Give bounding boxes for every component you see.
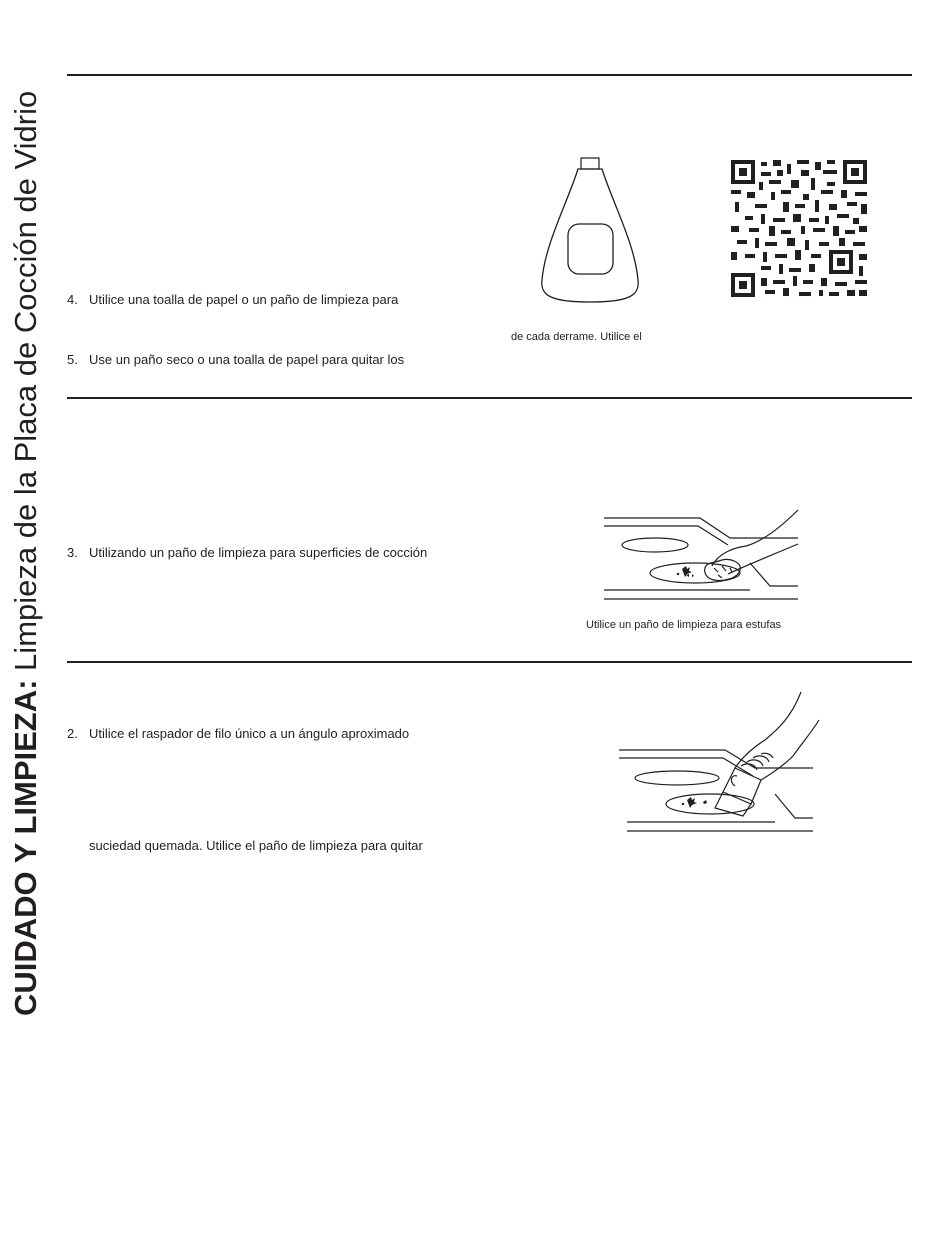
step-4 [67,292,398,307]
step-3 [67,545,427,560]
bottle-caption: de cada derrame. Utilice el [511,331,642,343]
scraper-illustration-icon [615,690,820,835]
step-2 [67,726,409,741]
side-title-light: Limpieza de la Placa de Cocción de Vidrio [8,90,43,671]
qr-code-icon [731,160,867,297]
step-2-continuation: suciedad quemada. Utilice el paño de limpieza para quitar [89,838,423,853]
section-divider-bottom [67,661,912,663]
step-4-number: 4. [67,292,78,307]
cleaner-bottle-icon [540,156,640,304]
step-2-number: 2. [67,726,78,741]
step-5-text: Use un paño seco o una toalla de papel para quitar los [89,352,405,367]
wiping-cloth-illustration-icon [600,508,805,605]
step-3-number: 3. [67,545,78,560]
section-divider-middle [67,397,912,399]
side-title [6,91,46,1016]
wiping-figure-caption: Utilice un paño de limpieza para estufas [586,619,782,631]
section-divider-top [67,74,912,76]
step-5 [67,352,404,367]
side-title-bold: CUIDADO Y LIMPIEZA: [8,679,43,1016]
step-3-text: Utilizando un paño de limpieza para superficies de cocción [89,545,428,560]
step-4-text: Utilice una toalla de papel o un paño de limpieza para [89,292,399,307]
step-5-number: 5. [67,352,78,367]
step-2-text: Utilice el raspador de filo único a un ángulo aproximado [89,726,410,741]
